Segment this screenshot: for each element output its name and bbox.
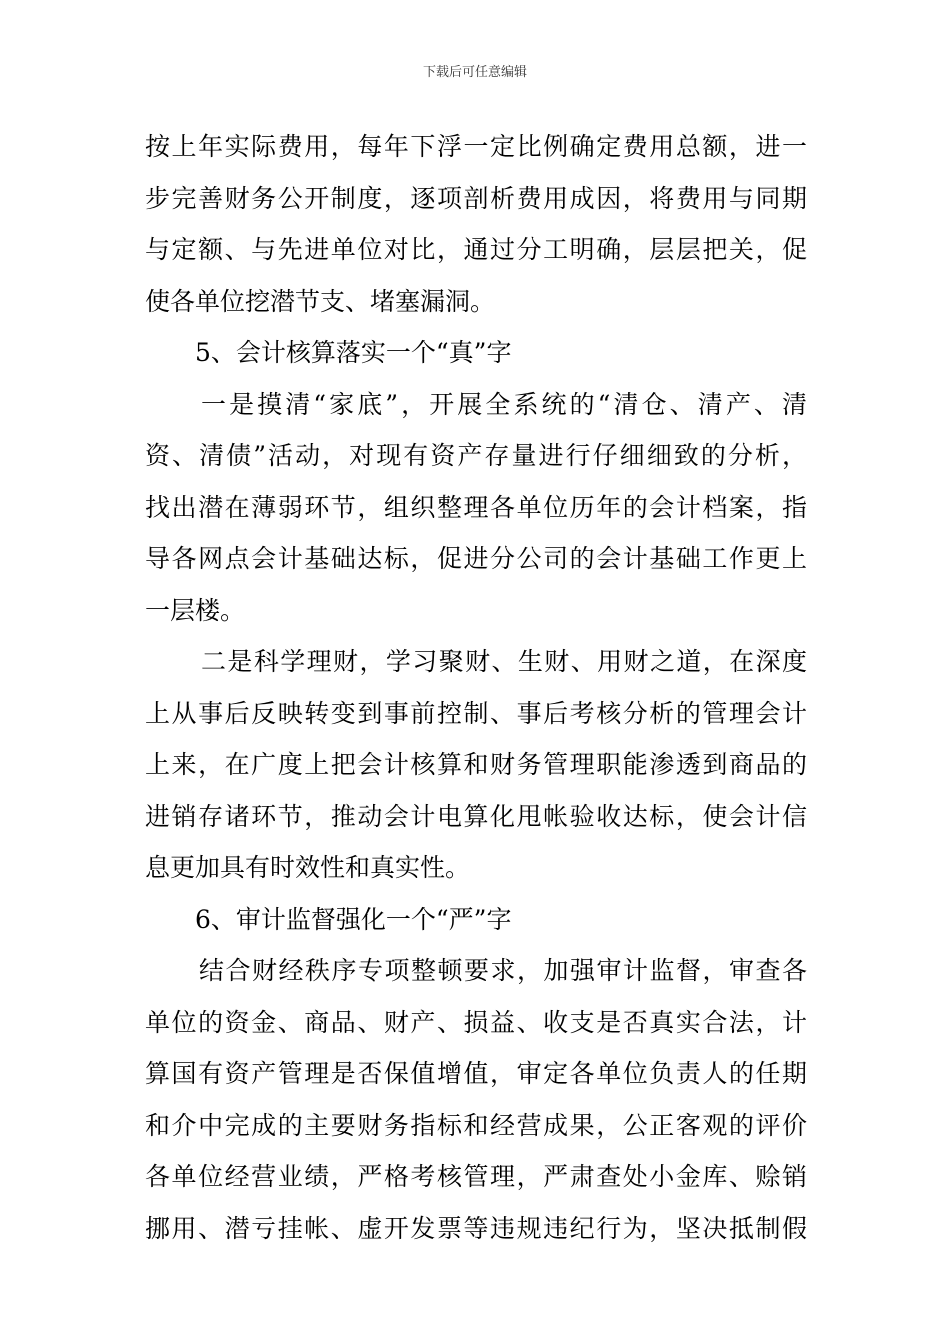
text-line: 与定额、与先进单位对比，通过分工明确，层层把关，促 [145,235,807,264]
text-line: 和介中完成的主要财务指标和经营成果，公正客观的评价 [145,1110,807,1140]
text-line: 使各单位挖潜节支、堵塞漏洞。 [145,286,496,316]
text-line: 一是摸清“家底”，开展全系统的“清仓、清产、清 [201,389,807,419]
text-line: 资、清债”活动，对现有资产存量进行仔细细致的分析， [145,441,807,470]
text-line: 上从事后反映转变到事前控制、事后考核分析的管理会计 [145,698,807,728]
page-header: 下载后可任意编辑 [422,65,527,80]
section-heading: 5、会计核算落实一个“真”字 [195,338,512,367]
text-line: 进销存诸环节，推动会计电算化甩帐验收达标，使会计信 [145,801,807,831]
text-line: 上来，在广度上把会计核算和财务管理职能渗透到商品的 [145,750,807,779]
text-line: 导各网点会计基础达标，促进分公司的会计基础工作更上 [145,544,807,573]
text-line: 步完善财务公开制度，逐项剖析费用成因，将费用与同期 [145,183,807,213]
document-body [145,121,807,1254]
text-line: 息更加具有时效性和真实性。 [145,853,471,882]
text-line: 按上年实际费用，每年下浮一定比例确定费用总额，进一 [145,132,807,161]
text-line: 找出潜在薄弱环节，组织整理各单位历年的会计档案，指 [145,492,807,522]
text-line: 一层楼。 [145,595,246,625]
text-line: 单位的资金、商品、财产、损益、收支是否真实合法，计 [145,1007,807,1037]
section-heading: 6、审计监督强化一个“严”字 [195,904,512,934]
text-line: 挪用、潜亏挂帐、虚开发票等违规违纪行为，坚决抵制假 [145,1213,807,1243]
text-line: 二是科学理财，学习聚财、生财、用财之道，在深度 [201,647,807,676]
text-line: 各单位经营业绩，严格考核管理，严肃查处小金库、赊销 [145,1162,807,1191]
text-line: 结合财经秩序专项整顿要求，加强审计监督，审查各 [199,956,807,985]
text-line: 算国有资产管理是否保值增值，审定各单位负责人的任期 [145,1059,807,1088]
